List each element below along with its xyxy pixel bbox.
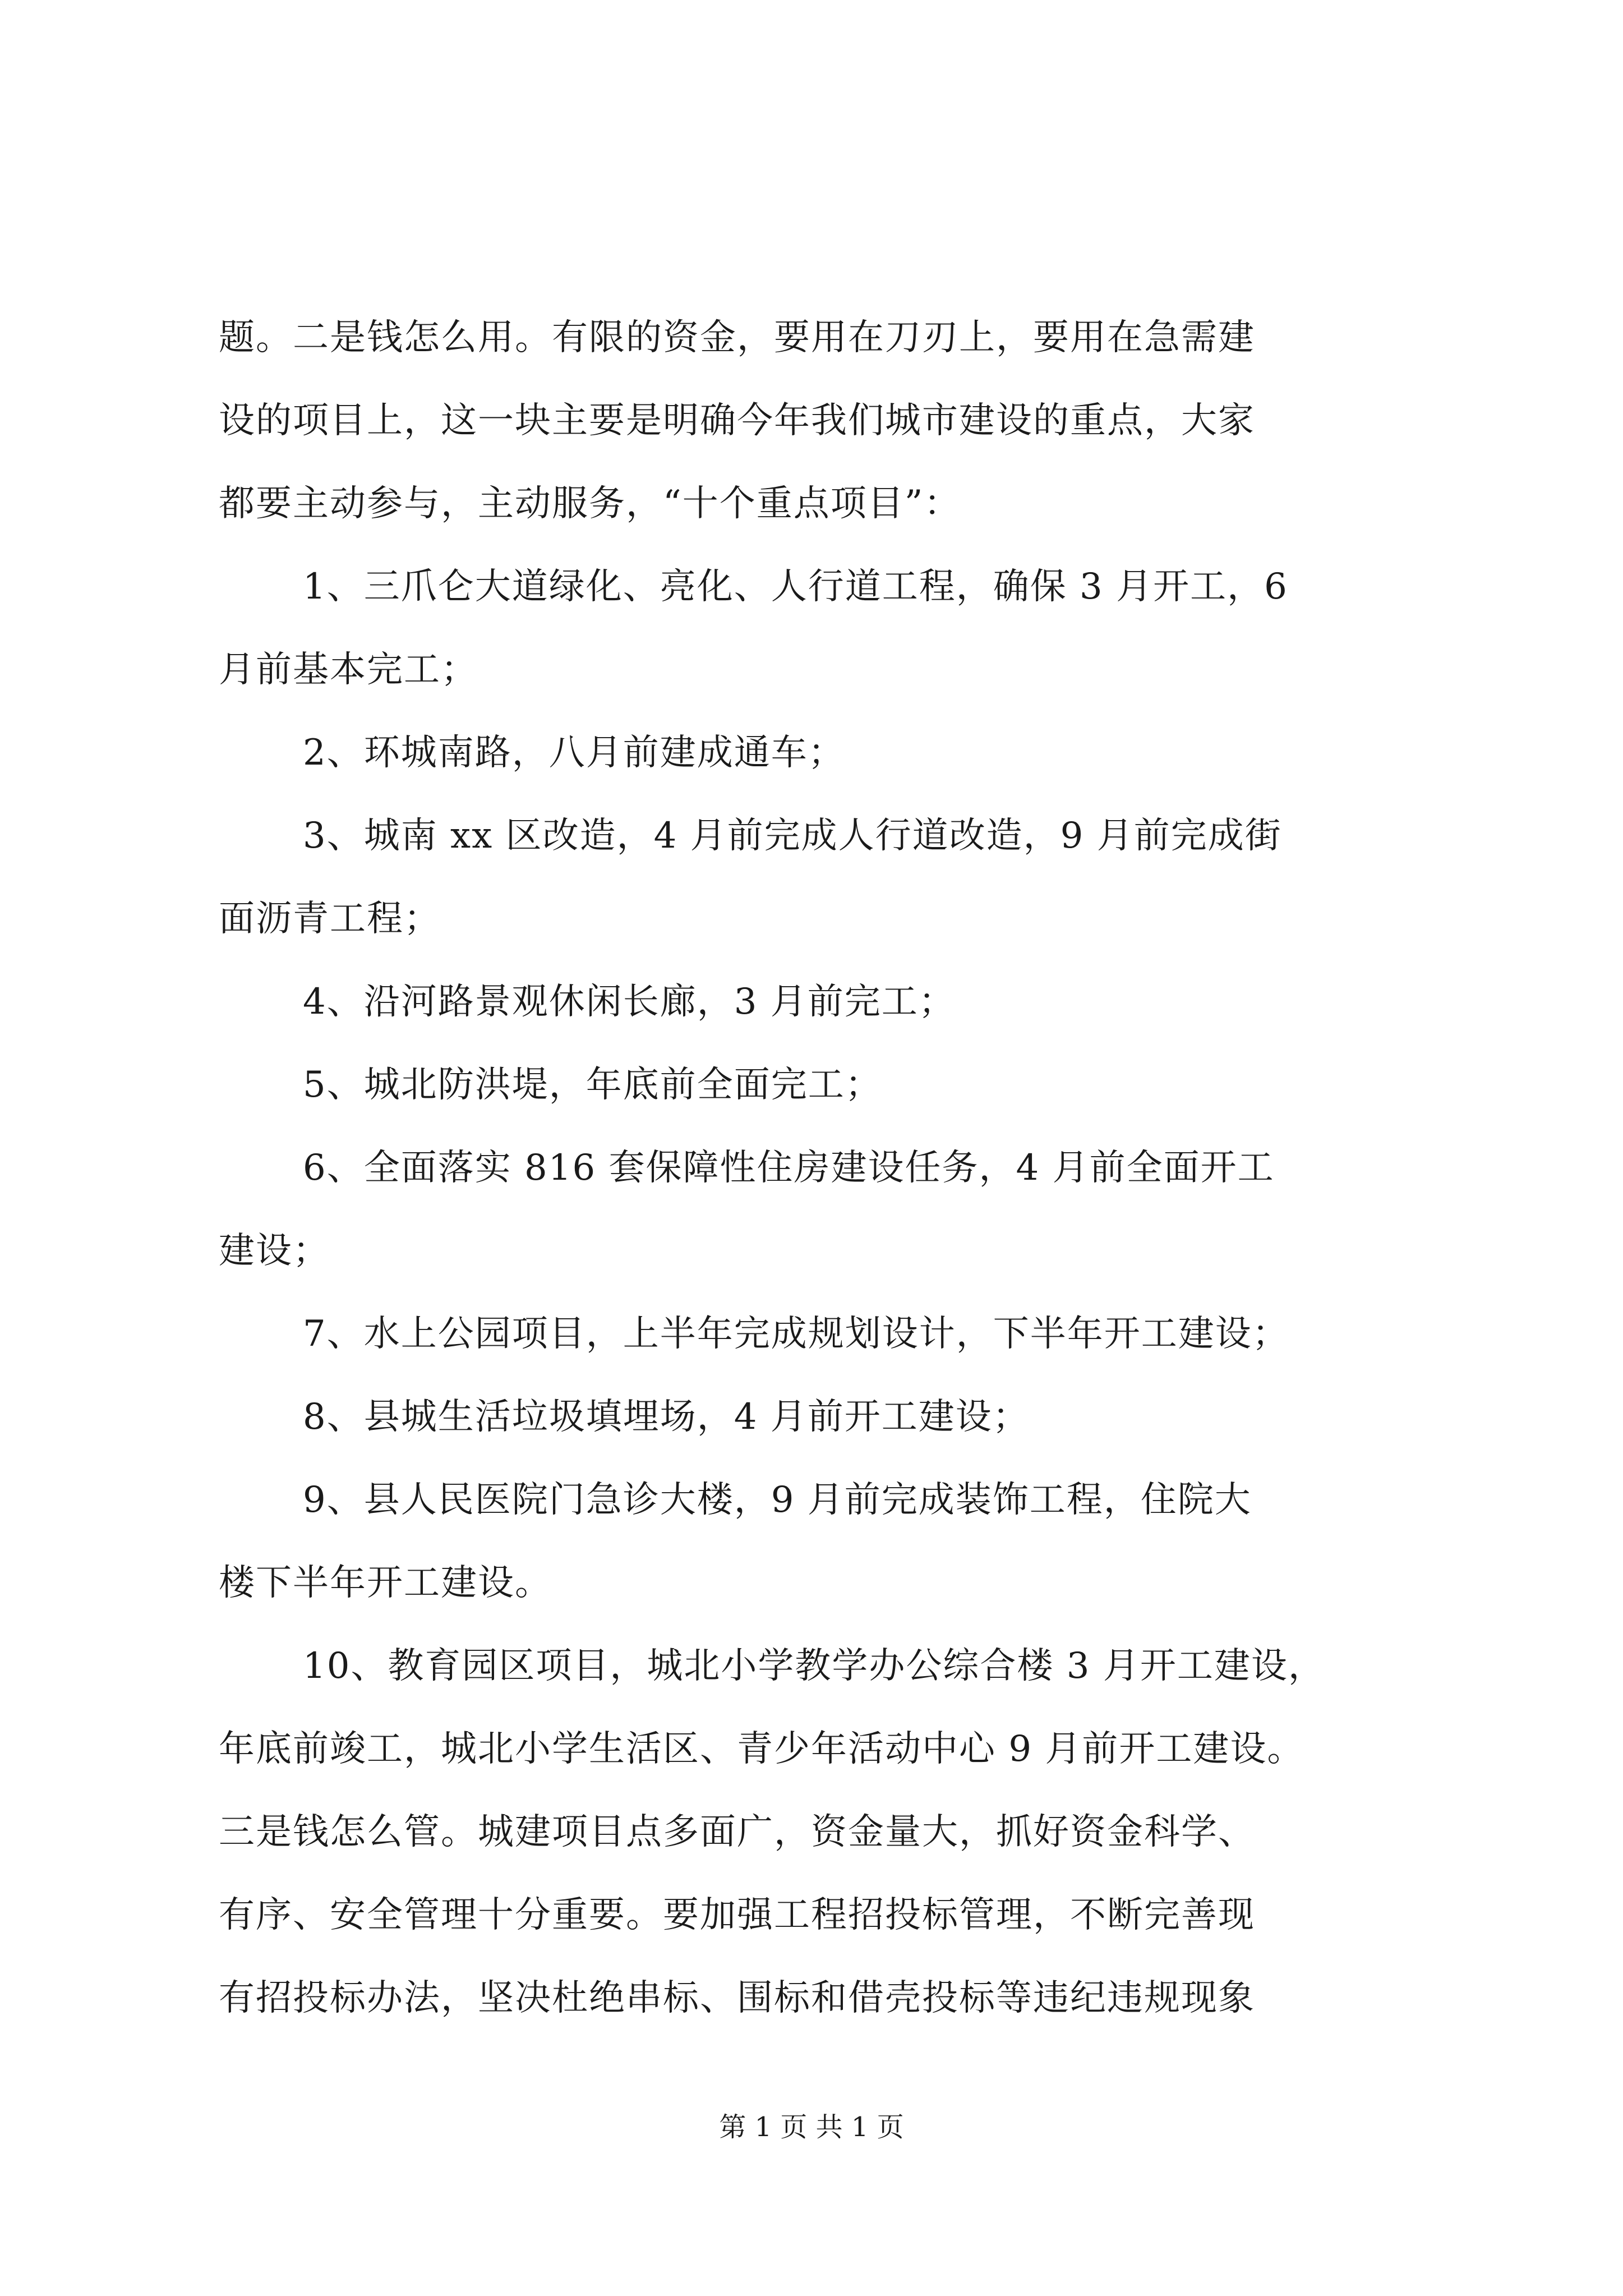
body-text-line: 有招投标办法，坚决杜绝串标、围标和借壳投标等违纪违规现象 [219, 1977, 1255, 2019]
list-item-8: 8、县城生活垃圾填埋场，4 月前开工建设； [303, 1396, 1030, 1438]
list-item-6: 6、全面落实 816 套保障性住房建设任务，4 月前全面开工 [303, 1147, 1275, 1189]
list-item-4: 4、沿河路景观休闲长廊，3 月前完工； [303, 981, 956, 1023]
list-item-5: 5、城北防洪堤，年底前全面完工； [303, 1064, 882, 1106]
list-item-2: 2、环城南路，八月前建成通车； [303, 732, 845, 774]
body-text-line: 题。二是钱怎么用。有限的资金，要用在刀刃上，要用在急需建 [219, 317, 1255, 358]
page-footer: 第 1 页 共 1 页 [719, 2111, 904, 2143]
body-text-line: 楼下半年开工建设。 [219, 1562, 552, 1604]
body-text-line: 都要主动参与，主动服务，“十个重点项目”： [219, 483, 961, 524]
body-text-line: 年底前竣工，城北小学生活区、青少年活动中心 9 月前开工建设。 [219, 1728, 1304, 1770]
list-item-9: 9、县人民医院门急诊大楼，9 月前完成装饰工程，住院大 [303, 1479, 1252, 1521]
list-item-7: 7、水上公园项目，上半年完成规划设计，下半年开工建设； [303, 1313, 1289, 1355]
body-text-line: 有序、安全管理十分重要。要加强工程招投标管理，不断完善现 [219, 1894, 1255, 1936]
list-item-10: 10、教育园区项目，城北小学教学办公综合楼 3 月开工建设， [303, 1645, 1325, 1687]
body-text-line: 建设； [219, 1230, 330, 1272]
body-text-line: 三是钱怎么管。城建项目点多面广，资金量大，抓好资金科学、 [219, 1811, 1255, 1853]
list-item-3: 3、城南 xx 区改造，4 月前完成人行道改造，9 月前完成街 [303, 815, 1282, 857]
body-text-line: 月前基本完工； [219, 649, 478, 691]
body-text-line: 设的项目上，这一块主要是明确今年我们城市建设的重点，大家 [219, 400, 1255, 441]
list-item-1: 1、三爪仑大道绿化、亮化、人行道工程，确保 3 月开工，6 [303, 566, 1288, 608]
body-text-line: 面沥青工程； [219, 898, 441, 940]
